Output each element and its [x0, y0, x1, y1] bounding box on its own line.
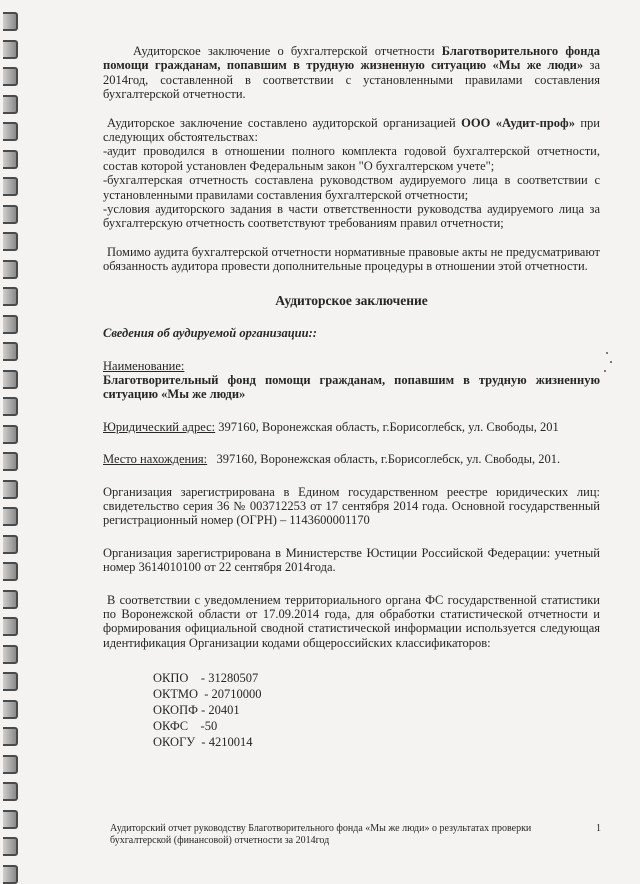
document-body: [103, 44, 600, 750]
regulatory-note: Помимо аудита бухгалтерской отчетности нормативные правовые акты не предусматривают обязанность аудитора провести дополнительные процедуры в отношении этой отчетности.: [103, 244, 600, 274]
intro-paragraph: [103, 44, 600, 102]
code-okogu: ОКОГУ - 4210014: [153, 735, 253, 750]
code-okopf: ОКОПФ - 20401: [153, 703, 240, 718]
section-heading: Аудиторское заключение: [275, 292, 428, 308]
binding-ring: [3, 205, 18, 224]
location-block: [103, 452, 600, 466]
binding-ring: [3, 755, 18, 774]
registration-egrul: Организация зарегистрирована в Едином государственном реестре юридических лиц: свидетельство серия 36 № 003712253 от 17 сентября 2014 года. Основной государственный регистрационный номер (ОГРН) – 1143600001170: [103, 484, 600, 528]
binding-ring: [3, 287, 18, 306]
intro-text-start: Аудиторское заключение о бухгалтерской отчетности: [133, 44, 442, 58]
binding-ring: [3, 452, 18, 471]
binding-ring: [3, 837, 18, 856]
binding-ring: [3, 370, 18, 389]
binding-ring: [3, 672, 18, 691]
page-number: 1: [596, 823, 601, 834]
auditor-name: ООО «Аудит-проф»: [461, 115, 575, 130]
binding-ring: [3, 645, 18, 664]
code-oktmo: ОКТМО - 20710000: [153, 687, 262, 702]
statistics-note: В соответствии с уведомлением территориального органа ФС государственной статистики по Воронежской области от 17.09.2014 года, для обработки статистической отчетности и формирования официальной сводной статистической информации используется следующая идентификация Организации кодами общероссийских классификаторов:: [103, 592, 600, 650]
legal-address-block: [103, 420, 600, 434]
circumstance-item: -условия аудиторского задания в части ответственности руководства аудируемого лица за бухгалтерскую отчетность соответствуют требованиям правил отчетности;: [103, 202, 600, 231]
binding-ring: [3, 40, 18, 59]
binding-ring: [3, 67, 18, 86]
org-name-block: [103, 359, 600, 402]
binding-ring: [3, 782, 18, 801]
binding-ring: [3, 232, 18, 251]
binding-ring: [3, 480, 18, 499]
circumstances-end: при следующих обстоятельствах:: [103, 115, 600, 145]
binding-ring: [3, 177, 18, 196]
binding-ring: [3, 95, 18, 114]
org-info-heading: Сведения об аудируемой организации::: [103, 326, 317, 341]
code-okpo: ОКПО - 31280507: [153, 671, 259, 686]
binding-ring: [3, 315, 18, 334]
binding-ring: [3, 727, 18, 746]
binding-ring: [3, 562, 18, 581]
binding-ring: [3, 397, 18, 416]
binding-ring: [3, 150, 18, 169]
org-name-value: Благотворительный фонд помощи гражданам, попавшим в трудную жизненную ситуацию «Мы же люди»: [103, 372, 600, 402]
binding-ring: [3, 342, 18, 361]
location-value: 397160, Воронежская область, г.Борисоглебск, ул. Свободы, 201.: [207, 452, 561, 467]
binding-ring: [3, 425, 18, 444]
binding-ring: [3, 122, 18, 141]
legal-address-value: 397160, Воронежская область, г.Борисоглебск, ул. Свободы, 201: [215, 419, 559, 434]
binding-ring: [3, 617, 18, 636]
page-footer: Аудиторский отчет руководству Благотворительного фонда «Мы же люди» о результатах проверки бухгалтерской (финансовой) отчетности за 2014год: [110, 823, 532, 846]
binding-ring: [3, 700, 18, 719]
location-label: Место нахождения:: [103, 452, 208, 467]
circumstance-item: -аудит проводился в отношении полного комплекта годовой бухгалтерской отчетности, состав которой установлен Федеральным закон "О бухгалтерском учете";: [103, 144, 600, 173]
binding-ring: [3, 260, 18, 279]
circumstance-item: -бухгалтерская отчетность составлена руководством аудируемого лица в соответствии с установленными правилами составления бухгалтерской отчетности;: [103, 173, 600, 202]
binding-ring: [3, 590, 18, 609]
circumstances-paragraph: [103, 116, 600, 231]
classifier-codes: [153, 670, 600, 750]
spiral-binding: [0, 0, 28, 881]
org-name-label: Наименование:: [103, 358, 185, 373]
intro-text-end: за 2014год, составленной в соответствии с установленными правилами составления бухгалтерской отчетности.: [103, 58, 600, 102]
legal-address-label: Юридический адрес:: [103, 419, 216, 434]
scan-speckles: [604, 352, 614, 382]
circumstances-start: Аудиторское заключение составлено аудиторской организацией: [107, 115, 462, 130]
fund-name-bold: Благотворительного фонда помощи гражданам, попавшим в трудную жизненную ситуацию «Мы же люди»: [103, 44, 600, 73]
code-okfs: ОКФС -50: [153, 719, 218, 734]
binding-ring: [3, 535, 18, 554]
binding-ring: [3, 12, 18, 31]
binding-ring: [3, 810, 18, 829]
binding-ring: [3, 507, 18, 526]
registration-minjust: Организация зарегистрирована в Министерстве Юстиции Российской Федерации: учетный номер 3614010100 от 22 сентября 2014года.: [103, 545, 600, 575]
